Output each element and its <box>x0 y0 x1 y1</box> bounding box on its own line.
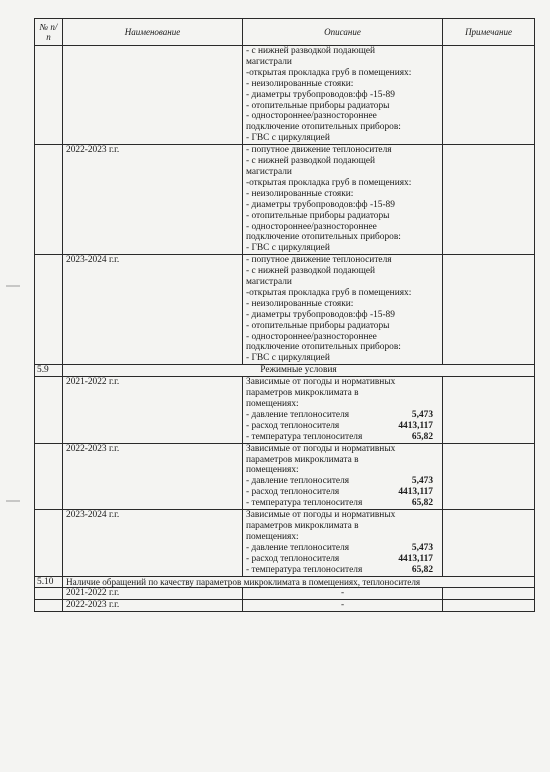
description-line: - попутное движение теплоносителя <box>246 145 392 156</box>
description-line: -открытая прокладка груб в помещениях: <box>246 177 412 188</box>
description-line: - попутное движение теплоносителя <box>246 255 392 266</box>
description-line: магистрали <box>246 56 292 67</box>
cell-name <box>63 46 243 145</box>
description-line: магистрали <box>246 166 292 177</box>
cell-number <box>35 255 63 365</box>
pressure-value: 5,473 <box>411 409 433 420</box>
cell-note <box>443 145 535 255</box>
header-name: Наименование <box>63 19 243 46</box>
table-row <box>35 145 535 255</box>
description-text: - с нижней разводкой подающей <box>246 46 376 56</box>
temperature-value: 65,82 <box>411 564 433 575</box>
table-row <box>35 443 535 509</box>
pressure-line <box>246 476 439 487</box>
temperature-label: - температура теплоносителя <box>246 498 363 509</box>
section-row <box>35 365 535 377</box>
flow-line <box>246 554 439 565</box>
cell-note <box>443 377 535 443</box>
cell-name: 2023-2024 г.г. <box>63 255 243 365</box>
section-row <box>35 576 535 588</box>
header-number: № п/п <box>35 19 63 46</box>
section-title: Режимные условия <box>63 365 535 377</box>
header-description: Описание <box>243 19 443 46</box>
description-line: подключение отопительных приборов: <box>246 342 401 353</box>
pressure-value: 5,473 <box>411 476 433 487</box>
description-line: - с нижней разводкой подающей <box>246 156 376 167</box>
scan-mark <box>6 285 20 287</box>
temperature-label: - температура теплоносителя <box>246 431 363 442</box>
description-line: Зависимые от погоды и нормативных <box>246 443 396 454</box>
flow-label: - расход теплоносителя <box>246 487 340 498</box>
description-line: помещениях: <box>246 399 299 409</box>
description-line: - ГВС с циркуляцией <box>246 353 330 364</box>
description-line: - отопительные приборы радиаторы <box>246 320 390 331</box>
table-row <box>35 377 535 443</box>
table-row <box>35 510 535 576</box>
flow-value: 4413,117 <box>398 487 433 498</box>
table-header-row <box>35 19 535 46</box>
table-row <box>35 46 535 145</box>
description-line: - ГВС с циркуляцией <box>246 133 330 144</box>
cell-note <box>443 510 535 576</box>
pressure-label: - давление теплоносителя <box>246 409 350 420</box>
description-line: Зависимые от погоды и нормативных <box>246 510 396 521</box>
description-line: - диаметры трубопроводов:фф -15-89 <box>246 89 395 100</box>
specification-table <box>34 18 535 612</box>
description-line: - ГВС с циркуляцией <box>246 243 330 254</box>
cell-number <box>35 145 63 255</box>
description-line: - неизолированные стояки: <box>246 188 354 199</box>
cell-description <box>243 46 443 145</box>
cell-name: 2021-2022 г.г. <box>63 377 243 443</box>
description-line <box>246 46 439 57</box>
temperature-value: 65,82 <box>411 498 433 509</box>
cell-note <box>443 588 535 600</box>
cell-description: - <box>243 600 443 612</box>
description-line: - одностороннее/разностороннее <box>246 221 377 232</box>
flow-label: - расход теплоносителя <box>246 420 340 431</box>
cell-name: 2022-2023 г.г. <box>63 145 243 255</box>
description-line: - с нижней разводкой подающей <box>246 266 376 277</box>
description-line: -открытая прокладка груб в помещениях: <box>246 287 412 298</box>
cell-description <box>243 443 443 509</box>
description-line: -открытая прокладка груб в помещениях: <box>246 67 412 78</box>
flow-line <box>246 487 439 498</box>
temperature-line <box>246 565 439 576</box>
temperature-line <box>246 432 439 443</box>
description-line: подключение отопительных приборов: <box>246 232 401 243</box>
flow-label: - расход теплоносителя <box>246 553 340 564</box>
flow-line <box>246 421 439 432</box>
pressure-label: - давление теплоносителя <box>246 476 350 487</box>
cell-name: 2022-2023 г.г. <box>63 443 243 509</box>
description-line: помещениях: <box>246 531 299 542</box>
cell-description <box>243 377 443 443</box>
section-title: Наличие обращений по качеству параметров микроклимата в помещениях, теплоносителя <box>63 576 535 588</box>
description-line: - диаметры трубопроводов:фф -15-89 <box>246 309 395 320</box>
cell-note <box>443 443 535 509</box>
description-line: - диаметры трубопроводов:фф -15-89 <box>246 199 395 210</box>
description-line: Зависимые от погоды и нормативных <box>246 377 396 388</box>
description-line: магистрали <box>246 277 292 288</box>
description-line: параметров микроклимата в <box>246 454 359 465</box>
cell-number <box>35 600 63 612</box>
description-line: подключение отопительных приборов: <box>246 122 401 133</box>
pressure-value: 5,473 <box>411 542 433 553</box>
description-line: параметров микроклимата в <box>246 388 359 399</box>
cell-name: 2022-2023 г.г. <box>63 600 243 612</box>
cell-number <box>35 46 63 145</box>
pressure-line <box>246 543 439 554</box>
scan-mark <box>6 500 20 502</box>
temperature-label: - температура теплоносителя <box>246 564 363 575</box>
description-line: помещениях: <box>246 465 299 476</box>
header-note: Примечание <box>443 19 535 46</box>
description-line: параметров микроклимата в <box>246 520 359 531</box>
cell-number <box>35 443 63 509</box>
cell-description: - <box>243 588 443 600</box>
cell-name: 2021-2022 г.г. <box>63 588 243 600</box>
cell-note <box>443 255 535 365</box>
temperature-line <box>246 498 439 509</box>
cell-number <box>35 588 63 600</box>
flow-value: 4413,117 <box>398 553 433 564</box>
cell-note <box>443 46 535 145</box>
cell-note <box>443 600 535 612</box>
cell-description <box>243 510 443 576</box>
description-line: - отопительные приборы радиаторы <box>246 210 390 221</box>
temperature-value: 65,82 <box>411 431 433 442</box>
pressure-label: - давление теплоносителя <box>246 542 350 553</box>
table-row <box>35 588 535 600</box>
table-row <box>35 255 535 365</box>
cell-name: 2023-2024 г.г. <box>63 510 243 576</box>
flow-value: 4413,117 <box>398 420 433 431</box>
table-row <box>35 600 535 612</box>
section-number: 5.10 <box>35 576 63 588</box>
pressure-line <box>246 410 439 421</box>
cell-number <box>35 510 63 576</box>
description-line: - одностороннее/разностороннее <box>246 331 377 342</box>
cell-description <box>243 255 443 365</box>
section-number: 5.9 <box>35 365 63 377</box>
description-line: - отопительные приборы радиаторы <box>246 100 390 111</box>
description-line: - неизолированные стояки: <box>246 298 354 309</box>
description-line: - одностороннее/разностороннее <box>246 111 377 122</box>
cell-description <box>243 145 443 255</box>
cell-number <box>35 377 63 443</box>
description-line: - неизолированные стояки: <box>246 78 354 89</box>
